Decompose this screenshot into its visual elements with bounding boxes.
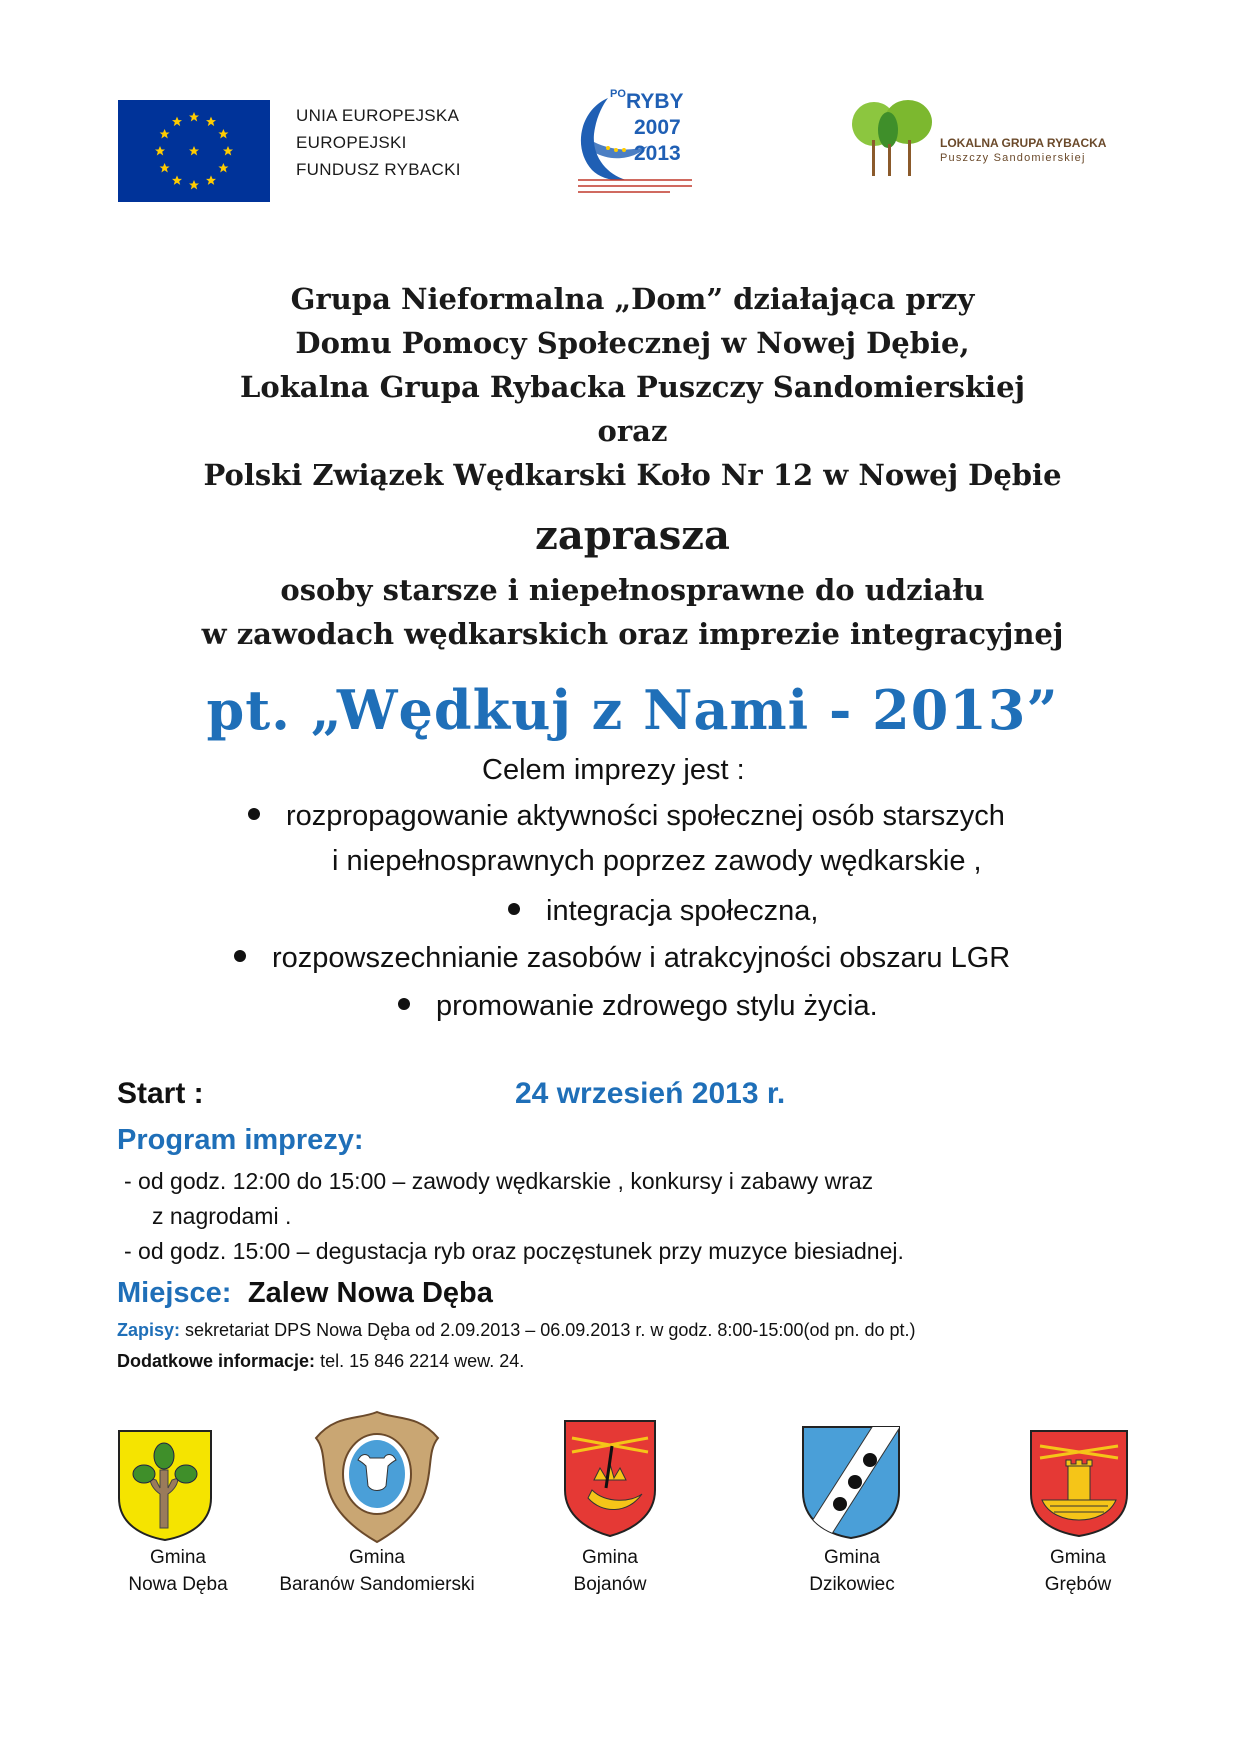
poryby-ryby-text: RYBY (626, 90, 684, 113)
signup-text: sekretariat DPS Nowa Dęba od 2.09.2013 – 06.09.2013 r. w godz. 8:00-15:00(od pn. do pt.) (185, 1320, 916, 1340)
info-text: tel. 15 846 2214 wew. 24. (320, 1351, 525, 1371)
coat-of-arms-nowa-deba (116, 1428, 214, 1547)
goal-item-2-text: integracja społeczna, (546, 895, 819, 927)
bullet-icon (508, 903, 520, 915)
bullet-icon (234, 950, 246, 962)
organizer-conjunction: oraz (597, 414, 668, 448)
boat-tower-crest-icon (1028, 1428, 1130, 1538)
commune-label-bojanow (530, 1544, 690, 1598)
commune-label-line-1: Gmina (824, 1547, 880, 1568)
bullet-icon (398, 998, 410, 1010)
goal-item-1-continuation: i niepełnosprawnych poprzez zawody wędkarskie , (332, 845, 982, 877)
goal-item-1-text: rozpropagowanie aktywności społecznej osób starszych (286, 800, 1005, 832)
start-date: 24 wrzesień 2013 r. (515, 1077, 786, 1110)
program-heading: Program imprezy: (117, 1124, 364, 1156)
goal-item-4 (398, 990, 878, 1023)
goal-item-3 (234, 942, 1010, 975)
invite-line-2: w zawodach wędkarskich oraz imprezie integracyjnej (201, 617, 1064, 651)
program-item-1: - od godz. 12:00 do 15:00 – zawody wędkarskie , konkursy i zabawy wraz (124, 1168, 874, 1194)
invite-line-1: osoby starsze i niepełnosprawne do udziału (280, 573, 985, 607)
info-label: Dodatkowe informacje: (117, 1351, 316, 1371)
oak-tree-crest-icon (116, 1428, 214, 1542)
lgr-name-line-1: LOKALNA GRUPA RYBACKA (940, 136, 1107, 150)
bullet-icon (248, 808, 260, 820)
place-label: Miejsce: (117, 1277, 232, 1309)
horn-crown-crest-icon (562, 1418, 658, 1538)
commune-label-dzikowiec (772, 1544, 932, 1598)
commune-label-line-2: Grębów (1044, 1574, 1112, 1595)
eu-flag-logo (118, 100, 270, 202)
diagonal-band-crest-icon (800, 1424, 902, 1540)
start-label: Start : (117, 1077, 204, 1110)
coat-of-arms-dzikowiec (800, 1424, 902, 1545)
place-row (117, 1277, 493, 1310)
commune-label-line-1: Gmina (349, 1547, 405, 1568)
eu-text-line-1: UNIA EUROPEJSKA (296, 106, 460, 125)
commune-label-line-2: Nowa Dęba (128, 1574, 228, 1595)
eu-stars-icon (118, 100, 270, 202)
commune-label-line-1: Gmina (150, 1547, 206, 1568)
program-item-1-continuation: z nagrodami . (152, 1203, 292, 1229)
program-item-2: - od godz. 15:00 – degustacja ryb oraz poczęstunek przy muzyce biesiadnej. (124, 1238, 904, 1264)
goal-item-4-text: promowanie zdrowego stylu życia. (436, 990, 878, 1022)
coat-of-arms-baranow-sandomierski (306, 1408, 448, 1551)
coat-of-arms-bojanow (562, 1418, 658, 1543)
commune-label-line-2: Bojanów (573, 1574, 647, 1595)
commune-label-line-2: Dzikowiec (809, 1574, 895, 1595)
poryby-year-end: 2013 (634, 142, 681, 165)
signup-row (117, 1320, 916, 1341)
goal-item-2 (508, 895, 818, 928)
commune-label-line-2: Baranów Sandomierski (279, 1574, 475, 1595)
lgr-trees-icon (848, 100, 938, 182)
commune-label-grebow (998, 1544, 1158, 1598)
poryby-year-start: 2007 (634, 116, 681, 139)
commune-label-line-1: Gmina (582, 1547, 638, 1568)
organizer-line-4: Polski Związek Wędkarski Koło Nr 12 w Nowej Dębie (203, 458, 1062, 492)
invite-verb: zaprasza (535, 512, 730, 559)
coat-of-arms-grebow (1028, 1428, 1130, 1543)
goals-intro: Celem imprezy jest : (482, 754, 745, 786)
lgr-logo (848, 100, 1108, 182)
lgr-name-line-2: Puszczy Sandomierskiej (940, 152, 1086, 164)
organizer-line-1: Grupa Nieformalna „Dom” działająca przy (290, 282, 975, 316)
commune-label-line-1: Gmina (1050, 1547, 1106, 1568)
ox-head-crest-icon (306, 1408, 448, 1546)
signup-label: Zapisy: (117, 1320, 181, 1340)
info-row (117, 1351, 524, 1372)
poryby-po-text: PO (610, 88, 626, 100)
event-title: pt. „Wędkuj z Nami - 2013” (206, 678, 1059, 742)
goal-item-3-text: rozpowszechnianie zasobów i atrakcyjności obszaru LGR (272, 942, 1011, 974)
organizer-line-2: Domu Pomocy Społecznej w Nowej Dębie, (295, 326, 970, 360)
eu-text-line-2: EUROPEJSKI (296, 133, 407, 152)
poryby-logo (570, 90, 698, 194)
commune-label-baranow-sandomierski (272, 1544, 482, 1598)
organizer-line-3: Lokalna Grupa Rybacka Puszczy Sandomierskiej (239, 370, 1026, 404)
eu-text-line-3: FUNDUSZ RYBACKI (296, 160, 461, 179)
place-value: Zalew Nowa Dęba (247, 1277, 493, 1309)
commune-label-nowa-deba (98, 1544, 258, 1598)
goal-item-1 (248, 800, 1005, 833)
